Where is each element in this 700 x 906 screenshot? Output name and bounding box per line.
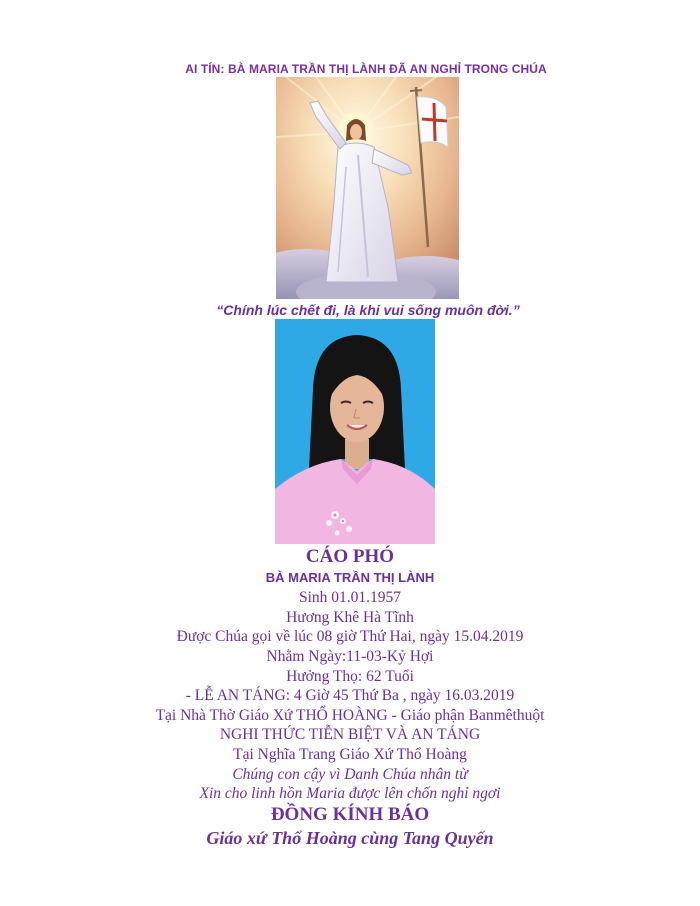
death-time: Được Chúa gọi về lúc 08 giờ Thứ Hai, ngày 15.04.2019 [176, 628, 524, 645]
portrait-photo [275, 319, 435, 544]
lunar-date: Nhằm Ngày:11-03-Kỷ Hợi [266, 648, 434, 665]
cemetery: Tại Nghĩa Trang Giáo Xứ Thổ Hoàng [233, 746, 467, 763]
deceased-name: BÀ MARIA TRẦN THỊ LÀNH [265, 570, 435, 585]
birth-date: Sinh 01.01.1957 [298, 589, 402, 606]
hometown: Hương Khê Hà Tĩnh [286, 609, 414, 626]
prayer-line-1: Chúng con cậy vì Danh Chúa nhân từ [232, 766, 468, 783]
notify-heading: ĐỒNG KÍNH BÁO [270, 804, 430, 825]
burial-ceremony: NGHI THỨC TIỄN BIỆT VÀ AN TÁNG [219, 726, 481, 743]
signature: Giáo xứ Thổ Hoàng cùng Tang Quyến [206, 828, 494, 848]
prayer-line-2: Xin cho linh hồn Maria được lên chốn nghỉ ngơi [199, 785, 501, 802]
funeral-church: Tại Nhà Thờ Giáo Xứ THỔ HOÀNG - Giáo phận Banmêthuột [155, 707, 545, 724]
announcement-heading: CÁO PHÓ [305, 546, 395, 567]
quote: “Chính lúc chết đi, là khi vui sống muôn đời.” [216, 302, 520, 318]
age: Hưởng Thọ: 62 Tuổi [286, 668, 414, 685]
funeral-mass: - LỄ AN TÁNG: 4 Giờ 45 Thứ Ba , ngày 16.03.2019 [185, 687, 515, 704]
header-title: AI TÍN: BÀ MARIA TRẦN THỊ LÀNH ĐÃ AN NGHỈ TRONG CHÚA [185, 62, 547, 76]
jesus-image [276, 77, 459, 299]
